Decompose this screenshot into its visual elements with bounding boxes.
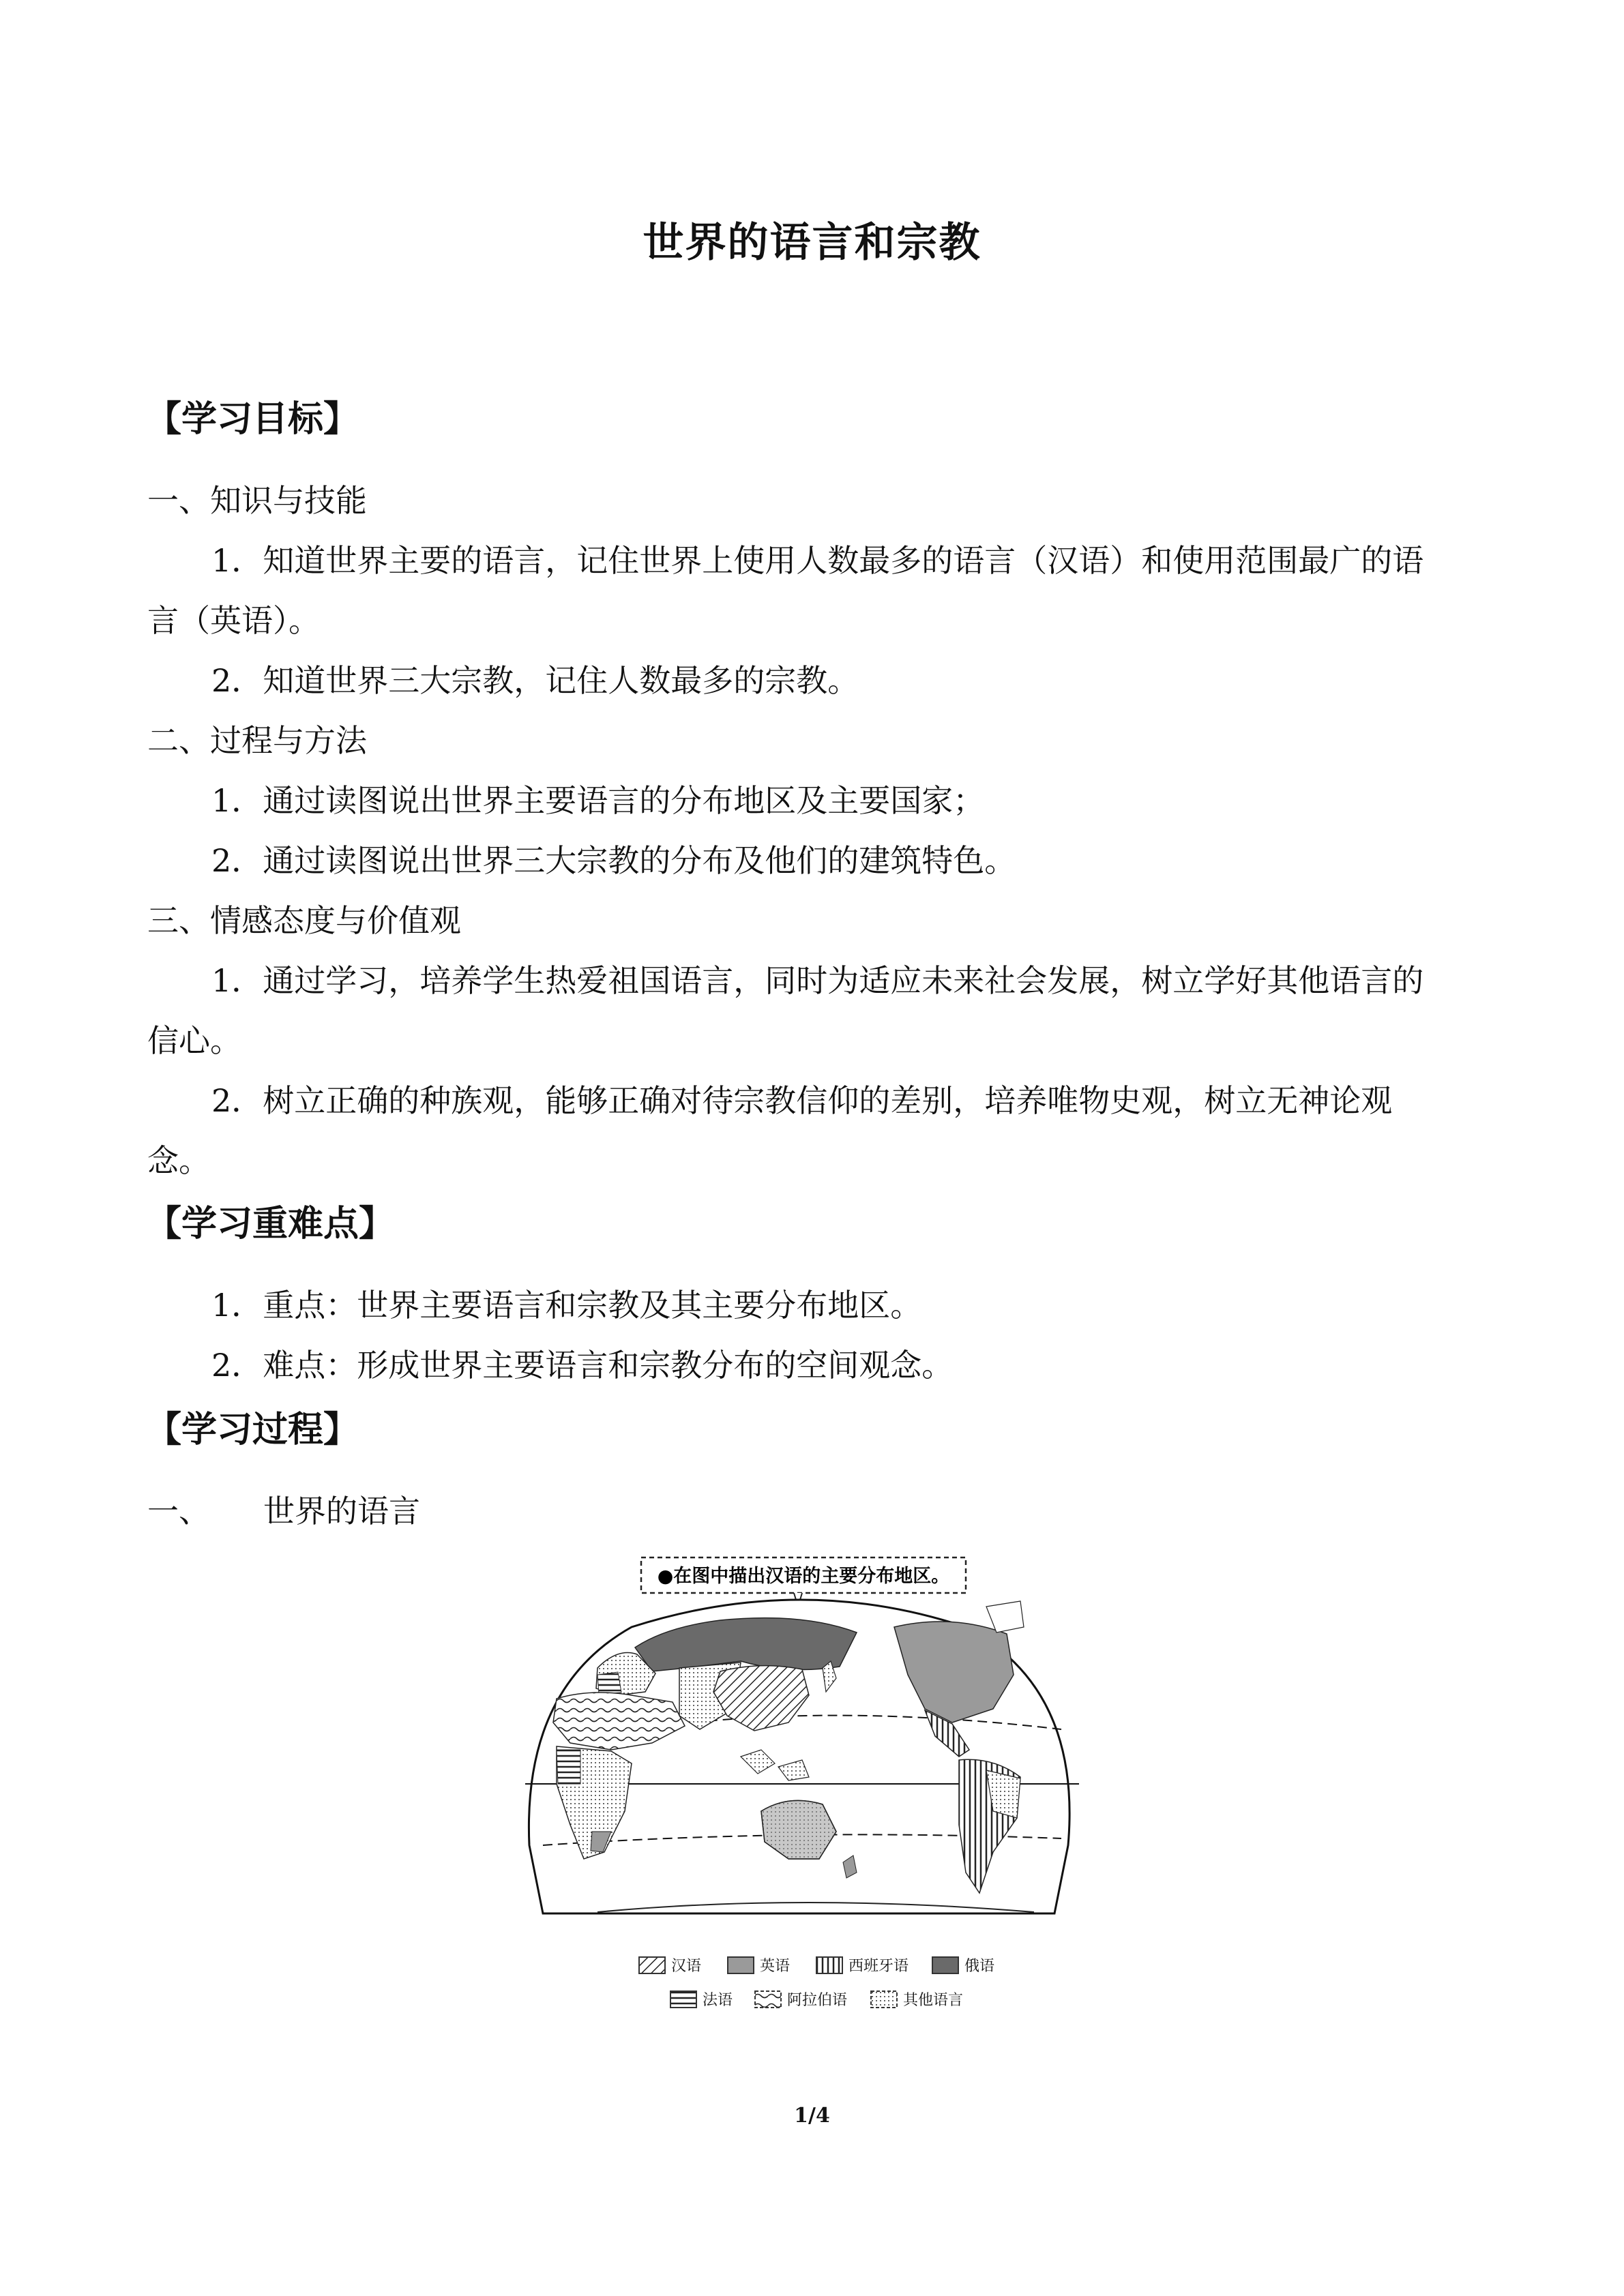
process-method-heading: 二、过程与方法 (147, 722, 367, 759)
legend-other (870, 1988, 963, 2010)
section-difficulties: 【学习重难点】 (146, 1204, 395, 1244)
objective-p2: 2．通过读图说出世界三大宗教的分布及他们的建筑特色。 (211, 842, 1016, 879)
objective-p1: 1．通过读图说出世界主要语言的分布地区及主要国家； (211, 782, 985, 819)
objective-k1-cont: 言（英语）。 (147, 602, 320, 639)
objective-k1: 1．知道世界主要的语言，记住世界上使用人数最多的语言（汉语）和使用范围最广的语 (211, 542, 1424, 579)
process-heading: 世界的语言 (263, 1493, 420, 1530)
legend-russian (932, 1954, 994, 1976)
legend-english-label: 英语 (760, 1958, 791, 1975)
legend-french-label: 法语 (703, 1992, 733, 2009)
page-title: 世界的语言和宗教 (643, 219, 981, 267)
legend-other-label: 其他语言 (903, 1992, 964, 2009)
section-objectives: 【学习目标】 (146, 399, 359, 440)
page-number: 1/4 (794, 2104, 830, 2128)
section-process: 【学习过程】 (146, 1410, 359, 1450)
legend-arabic-label: 阿拉伯语 (787, 1992, 848, 2009)
legend-arabic (754, 1988, 847, 2010)
process-number: 一、 (147, 1493, 210, 1530)
objective-a1-cont: 信心。 (147, 1022, 241, 1059)
map-svg (516, 1552, 1086, 1934)
objective-k2: 2．知道世界三大宗教，记住人数最多的宗教。 (211, 662, 859, 699)
difficulty-d2: 2．难点：形成世界主要语言和宗教分布的空间观念。 (211, 1347, 954, 1384)
legend-chinese-label: 汉语 (671, 1958, 702, 1975)
legend-english (727, 1954, 790, 1976)
objective-a2-cont: 念。 (147, 1142, 210, 1179)
difficulty-d1: 1．重点：世界主要语言和宗教及其主要分布地区。 (211, 1287, 922, 1324)
attitude-heading: 三、情感态度与价值观 (147, 902, 461, 939)
objective-a2: 2．树立正确的种族观，能够正确对待宗教信仰的差别，培养唯物史观，树立无神论观 (211, 1082, 1393, 1119)
objective-a1: 1．通过学习，培养学生热爱祖国语言，同时为适应未来社会发展，树立学好其他语言的 (211, 962, 1424, 999)
legend-chinese (638, 1954, 701, 1976)
legend-spanish (816, 1954, 909, 1976)
map-callout-text: ●在图中描出汉语的主要分布地区。 (657, 1566, 950, 1587)
knowledge-heading: 一、知识与技能 (147, 482, 367, 519)
legend-russian-label: 俄语 (964, 1958, 995, 1975)
legend-spanish-label: 西班牙语 (848, 1958, 909, 1975)
legend-french (670, 1988, 733, 2010)
world-language-map (516, 1552, 1086, 2027)
